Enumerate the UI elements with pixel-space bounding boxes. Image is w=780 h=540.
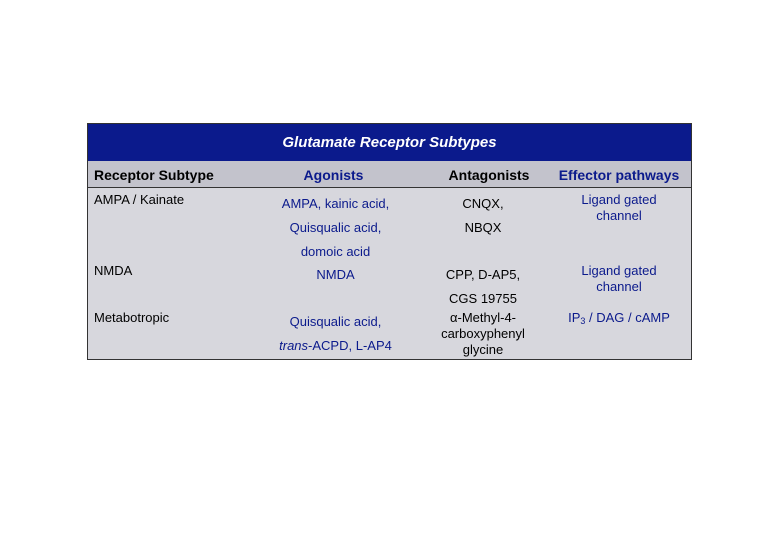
table-header-row <box>88 161 691 187</box>
agonist-line: Quisqualic acid, <box>289 314 382 329</box>
header-agonists: Agonists <box>303 167 364 183</box>
agonist-line: AMPA, kainic acid, <box>281 196 390 211</box>
antagonists-cell <box>418 310 548 358</box>
receptor-cell: AMPA / Kainate <box>94 192 185 207</box>
effector-line: channel <box>596 279 642 294</box>
effector-subscript: 3 <box>580 316 586 326</box>
antagonists-cell <box>418 263 548 311</box>
antagonist-line: CPP, D-AP5, <box>445 267 521 282</box>
effector-rest: / DAG / cAMP <box>585 310 670 325</box>
receptor-cell: Metabotropic <box>94 310 170 325</box>
agonist-line <box>258 334 413 358</box>
antagonist-line: CGS 19755 <box>449 291 517 306</box>
agonist-line: domoic acid <box>300 244 371 259</box>
header-effector-pathways: Effector pathways <box>558 167 680 183</box>
header-receptor-subtype: Receptor Subtype <box>94 167 214 183</box>
antagonist-line: α-Methyl-4- <box>449 310 517 325</box>
effector-cell <box>551 192 687 224</box>
antagonist-line: carboxyphenyl <box>441 326 525 341</box>
effector-cell <box>551 263 687 295</box>
header-antagonists: Antagonists <box>448 167 530 183</box>
effector-line: Ligand gated <box>581 192 657 207</box>
effector-line: channel <box>596 208 642 223</box>
agonist-suffix: -ACPD, L-AP4 <box>308 338 392 353</box>
receptor-cell: NMDA <box>94 263 133 278</box>
effector-line <box>551 310 687 329</box>
agonist-line: Quisqualic acid, <box>289 220 382 235</box>
agonists-cell <box>258 192 413 264</box>
agonist-line: NMDA <box>316 267 355 282</box>
table-title: Glutamate Receptor Subtypes <box>88 124 691 161</box>
antagonist-line: NBQX <box>464 220 502 235</box>
header-divider <box>88 187 691 188</box>
glutamate-receptor-table <box>87 123 692 360</box>
effector-ip: IP <box>568 310 581 325</box>
effector-line: Ligand gated <box>581 263 657 278</box>
agonist-italic-prefix: trans <box>279 338 309 353</box>
agonists-cell <box>258 310 413 358</box>
effector-cell <box>551 310 687 329</box>
antagonist-line: glycine <box>462 342 504 357</box>
agonists-cell <box>258 263 413 287</box>
antagonists-cell <box>418 192 548 240</box>
antagonist-line: CNQX, <box>462 196 504 211</box>
